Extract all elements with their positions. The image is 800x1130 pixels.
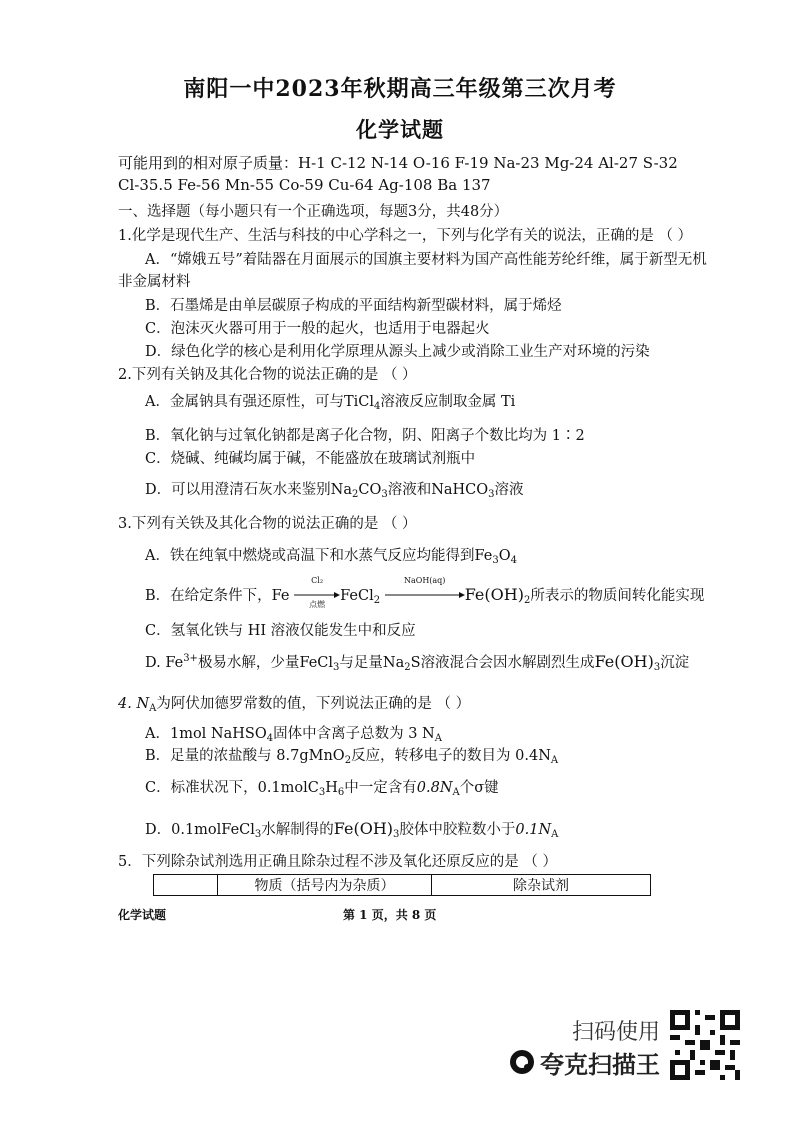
q1-option-b: B．石墨烯是由单层碳原子构成的平面结构新型碳材料，属于烯烃	[145, 298, 562, 314]
q2-option-a	[145, 390, 515, 412]
q4-c-value: 0.8N	[416, 780, 453, 796]
q4-c-text: C．标准状况下，0.1molC	[145, 780, 319, 796]
arrow-1-condition: 点燃	[309, 600, 326, 609]
q3-b-formula-2: Fe(OH)	[464, 585, 524, 604]
q4-d-text-mid: 水解制得的	[261, 822, 334, 838]
q3-b-sub-1: 2	[373, 595, 381, 606]
q3-d-formula-1: FeCl	[299, 655, 334, 671]
q4-d-sub-3: A	[551, 829, 559, 840]
q3-stem: 3.下列有关铁及其化合物的说法正确的是 （ ）	[118, 516, 417, 532]
q3-d-text-3: 溶液混合会因水解剧烈生成	[420, 655, 595, 671]
q4-stem-text: 为阿伏加德罗常数的值，下列说法正确的是 （ ）	[156, 696, 471, 712]
q3-d-superscript: 3+	[183, 653, 198, 664]
q3-b-text-end: 所表示的物质间转化能实现	[530, 588, 705, 604]
q2-d-text: D．可以用澄清石灰水来鉴别	[145, 482, 331, 498]
q4-symbol: 4. N	[118, 696, 150, 712]
q4-a-sub: 4	[266, 733, 274, 744]
q3-d-formula-4: Fe(OH)	[594, 652, 654, 671]
q4-b-text-mid: 反应，转移电子的数目为 0.4N	[351, 748, 551, 764]
q2-d-formula-3: NaHCO	[431, 482, 489, 498]
quark-logo-icon	[508, 1048, 536, 1076]
arrow-2-reagent: NaOH(aq)	[403, 576, 446, 585]
q4-d-sub: 3	[254, 829, 262, 840]
q2-d-text-end: 溶液	[494, 482, 524, 498]
q5-stem: 5．下列除杂试剂选用正确且除杂过程不涉及氧化还原反应的是 （ ）	[118, 854, 557, 870]
q3-d-formula-2: Na	[382, 655, 405, 671]
q3-d-text-1: 极易水解，少量	[197, 655, 300, 671]
q4-c-text-mid: 中一定含有	[344, 780, 417, 796]
q2-d-formula-1: Na	[330, 482, 352, 498]
q2-a-text-end: 溶液反应制取金属 Ti	[380, 394, 516, 410]
exam-subtitle: 化学试题	[356, 117, 444, 142]
q4-b-sub-2: A	[550, 755, 559, 766]
q4-a-sub-2: A	[434, 733, 442, 744]
q1-option-a: A．“嫦娥五号”着陆器在月面展示的国旗主要材料为国产高性能芳纶纤维，属于新型无机	[145, 252, 707, 268]
page-number: 第 1 页，共 8 页	[343, 908, 437, 922]
q3-option-b	[145, 576, 705, 609]
atomic-mass-line-2: Cl-35.5 Fe-56 Mn-55 Co-59 Cu-64 Ag-108 Ba 137	[118, 176, 491, 194]
q4-symbol-sub: A	[149, 703, 157, 714]
qr-code-icon[interactable]	[670, 1010, 740, 1080]
reaction-arrow-2	[385, 576, 465, 604]
q2-d-sub-3: 3	[488, 489, 495, 500]
q3-option-d	[145, 651, 689, 673]
q2-d-sub-1: 2	[351, 489, 359, 500]
q4-option-b	[145, 744, 558, 766]
q1-stem: 1.化学是现代生产、生活与科技的中心学科之一，下列与化学有关的说法，正确的是 （ ）	[118, 228, 693, 244]
arrow-right-icon	[385, 590, 465, 600]
q2-d-formula-2: CO	[358, 482, 382, 498]
table-header-row	[154, 875, 651, 896]
q3-option-c: C．氢氧化铁与 HI 溶液仅能发生中和反应	[145, 623, 416, 639]
q3-d-text-2: 与足量	[339, 655, 383, 671]
q4-d-text: D．0.1molFeCl	[145, 822, 255, 838]
q4-d-sub-2: 3	[393, 829, 400, 840]
q3-a-sub-1: 3	[492, 555, 499, 566]
q2-option-d	[145, 478, 524, 500]
q4-option-c	[145, 776, 499, 798]
q4-c-sub-2: 6	[337, 787, 345, 798]
table-header-cell: 物质（括号内为杂质）	[218, 875, 432, 896]
q4-c-text-end: 个σ键	[459, 780, 499, 796]
q4-d-text-mid-2: 胶体中胶粒数小于	[399, 822, 516, 838]
q2-d-sub-2: 3	[381, 489, 388, 500]
brand-name: 夸克扫描王	[540, 1051, 660, 1079]
exam-title: 南阳一中2023年秋期高三年级第三次月考	[183, 76, 617, 102]
q2-d-text-mid: 溶液和	[387, 482, 432, 498]
reaction-arrow-1	[294, 576, 340, 609]
q2-a-formula: TiCl	[343, 394, 375, 410]
q1-option-a-cont: 非金属材料	[118, 274, 191, 290]
q4-d-value: 0.1N	[515, 822, 552, 838]
q3-d-sub-1: 3	[333, 662, 340, 673]
table-header-cell	[154, 875, 218, 896]
q4-c-sub-1: 3	[318, 787, 326, 798]
q4-stem	[118, 692, 470, 714]
q3-d-text: D. Fe	[145, 655, 184, 671]
q3-b-text: B．在给定条件下，Fe	[145, 588, 290, 604]
q1-option-d: D．绿色化学的核心是利用化学原理从源头上减少或消除工业生产对环境的污染	[145, 344, 650, 360]
q4-option-d	[145, 818, 558, 840]
q2-a-text: A．金属钠具有强还原性，可与	[145, 394, 344, 410]
q4-option-a	[145, 722, 442, 744]
q1-option-c: C．泡沫灭火器可用于一般的起火，也适用于电器起火	[145, 321, 490, 337]
q2-stem: 2.下列有关钠及其化合物的说法正确的是 （ ）	[118, 367, 417, 383]
q4-c-formula: H	[325, 780, 338, 796]
q4-b-sub: 2	[344, 755, 352, 766]
q4-a-text: A．1mol NaHSO	[145, 726, 267, 742]
footer-left: 化学试题	[118, 908, 167, 922]
scan-watermark-text: 扫码使用	[572, 1020, 661, 1045]
q2-option-c: C．烧碱、纯碱均属于碱，不能盛放在玻璃试剂瓶中	[145, 451, 476, 467]
q3-b-formula-1: FeCl	[340, 588, 374, 604]
q2-a-subscript: 4	[374, 401, 381, 412]
q3-a-formula-1: Fe	[474, 548, 493, 564]
q2-option-b: B．氧化钠与过氧化钠都是离子化合物，阴、阳离子个数比均为 1∶2	[145, 428, 585, 444]
q3-d-sub-2: 2	[404, 662, 411, 673]
q3-b-sub-2: 2	[523, 595, 531, 606]
q5-table	[153, 874, 651, 896]
section-heading: 一、选择题（每小题只有一个正确选项，每题3分，共48分）	[118, 204, 509, 220]
atomic-mass-line-1: 可能用到的相对原子质量：H-1 C-12 N-14 O-16 F-19 Na-23 Mg-24 Al-27 S-32	[118, 154, 678, 172]
q4-b-text: B．足量的浓盐酸与 8.7gMnO	[145, 748, 345, 764]
q4-c-sub-3: A	[452, 787, 460, 798]
q3-d-sub-4: 3	[653, 662, 661, 673]
q3-option-a	[145, 544, 517, 566]
q4-d-formula: Fe(OH)	[333, 819, 394, 838]
q3-d-formula-3: S	[410, 655, 421, 671]
q3-a-text: A．铁在纯氧中燃烧或高温下和水蒸气反应均能得到	[145, 548, 475, 564]
table-header-cell: 除杂试剂	[432, 875, 651, 896]
q4-a-text-mid: 固体中含离子总数为 3 N	[273, 726, 435, 742]
q3-a-formula-2: O	[498, 548, 511, 564]
arrow-1-reagent: Cl₂	[311, 576, 324, 585]
q3-a-sub-2: 4	[510, 555, 517, 566]
q3-d-text-end: 沉淀	[660, 655, 690, 671]
